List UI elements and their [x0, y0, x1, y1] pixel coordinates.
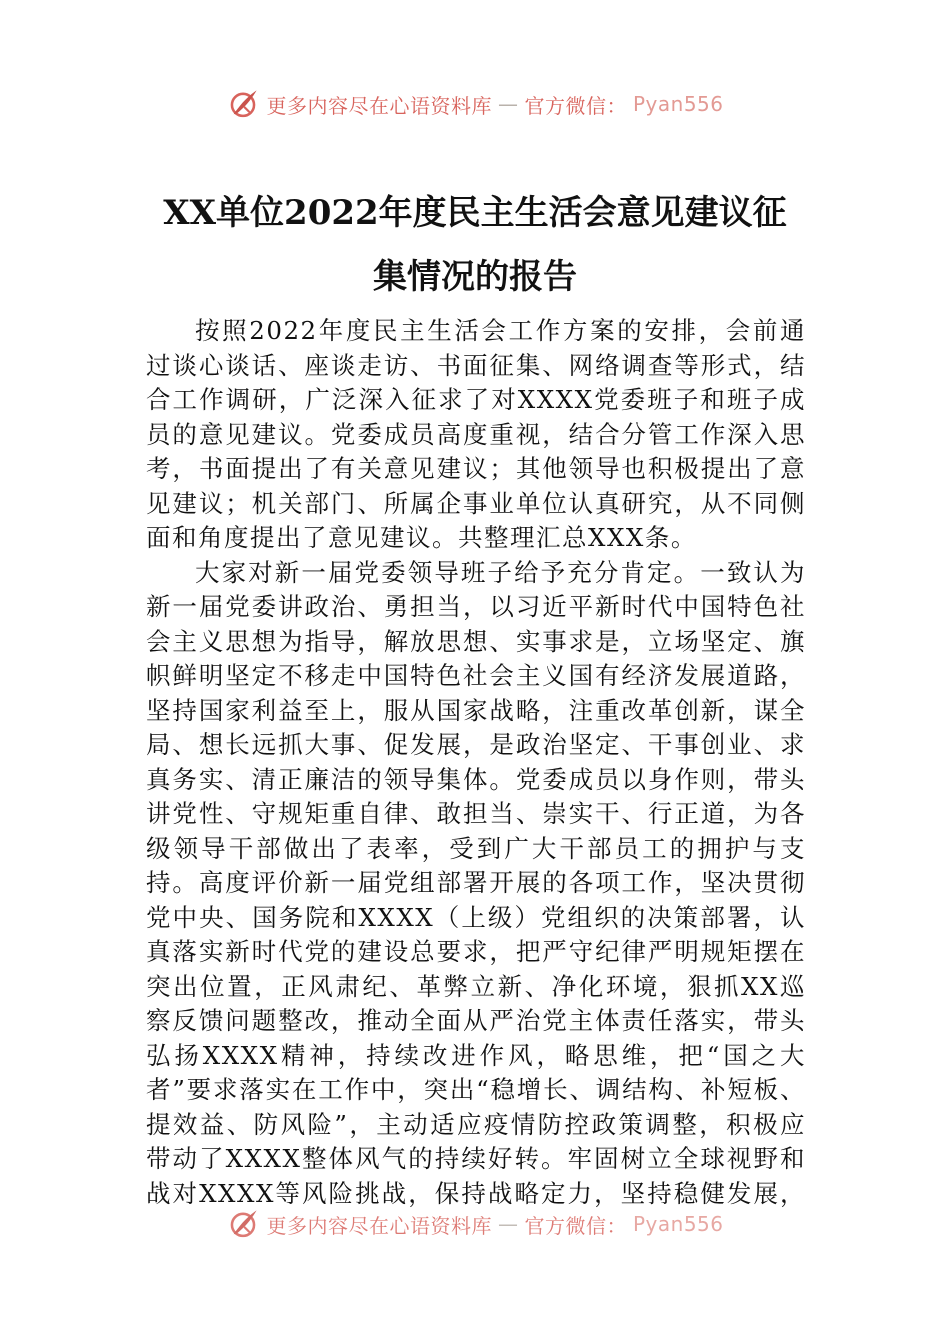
watermark-id: Pyan556 — [632, 92, 724, 116]
paragraph-1: 按照2022年度民主生活会工作方案的安排，会前通过谈心谈话、座谈走访、书面征集、网络调查等形式，结合工作调研，广泛深入征求了对XXXX党委班子和班子成员的意见建议。党委成员高度重视，结合分管工作深入思考，书面提出了有关意见建议；其他领导也积极提出了意见建议；机关部门、所属企事业单位认真研究，从不同侧面和角度提出了意见建议。共整理汇总XXX条。 — [146, 316, 806, 552]
watermark-footer — [0, 1206, 950, 1242]
quill-logo-icon — [226, 1207, 260, 1241]
watermark-text: 更多内容尽在心语资料库 — [266, 93, 492, 118]
watermark-separator: — — [497, 92, 519, 116]
watermark-label: 官方微信： — [524, 93, 627, 118]
document-title-line2: 集情况的报告 — [373, 257, 577, 297]
quill-logo-icon — [226, 87, 260, 121]
watermark-separator: — — [497, 1212, 519, 1236]
watermark-text: 更多内容尽在心语资料库 — [266, 1213, 492, 1238]
watermark-header — [0, 86, 950, 122]
document-title-line1: XX单位2022年度民主生活会意见建议征 — [163, 193, 787, 233]
watermark-label: 官方微信： — [524, 1213, 627, 1238]
document-body — [146, 314, 806, 1214]
paragraph-2: 大家对新一届党委领导班子给予充分肯定。一致认为新一届党委讲政治、勇担当，以习近平新时代中国特色社会主义思想为指导，解放思想、实事求是，立场坚定、旗帜鲜明坚定不移走中国特色社会主义国有经济发展道路，坚持国家利益至上，服从国家战略，注重改革创新，谋全局、想长远抓大事、促发展，是政治坚定、干事创业、求真务实、清正廉洁的领导集体。党委成员以身作则，带头讲党性、守规矩重自律、敢担当、崇实干、行正道，为各级领导干部做出了表率，受到广大干部员工的拥护与支持。高度评价新一届党组部署开展的各项工作，坚决贯彻党中央、国务院和XXXX（上级）党组织的决策部署，认真落实新时代党的建设总要求，把严守纪律严明规矩摆在突出位置，正风肃纪、革弊立新、净化环境，狠抓XX巡察反馈问题整改，推动全面从严治党主体责任落实，带头弘扬XXXX精神，持续改进作风，略思维，把“国之大者”要求落实在工作中，突出“稳增长、调结构、补短板、提效益、防风险”，主动适应疫情防控政策调整，积极应带动了XXXX整体风气的持续好转。牢固树立全球视野和战对XXXX等风险挑战，保持战略定力，坚持稳健发展， — [146, 557, 806, 1208]
watermark-id: Pyan556 — [632, 1212, 724, 1236]
